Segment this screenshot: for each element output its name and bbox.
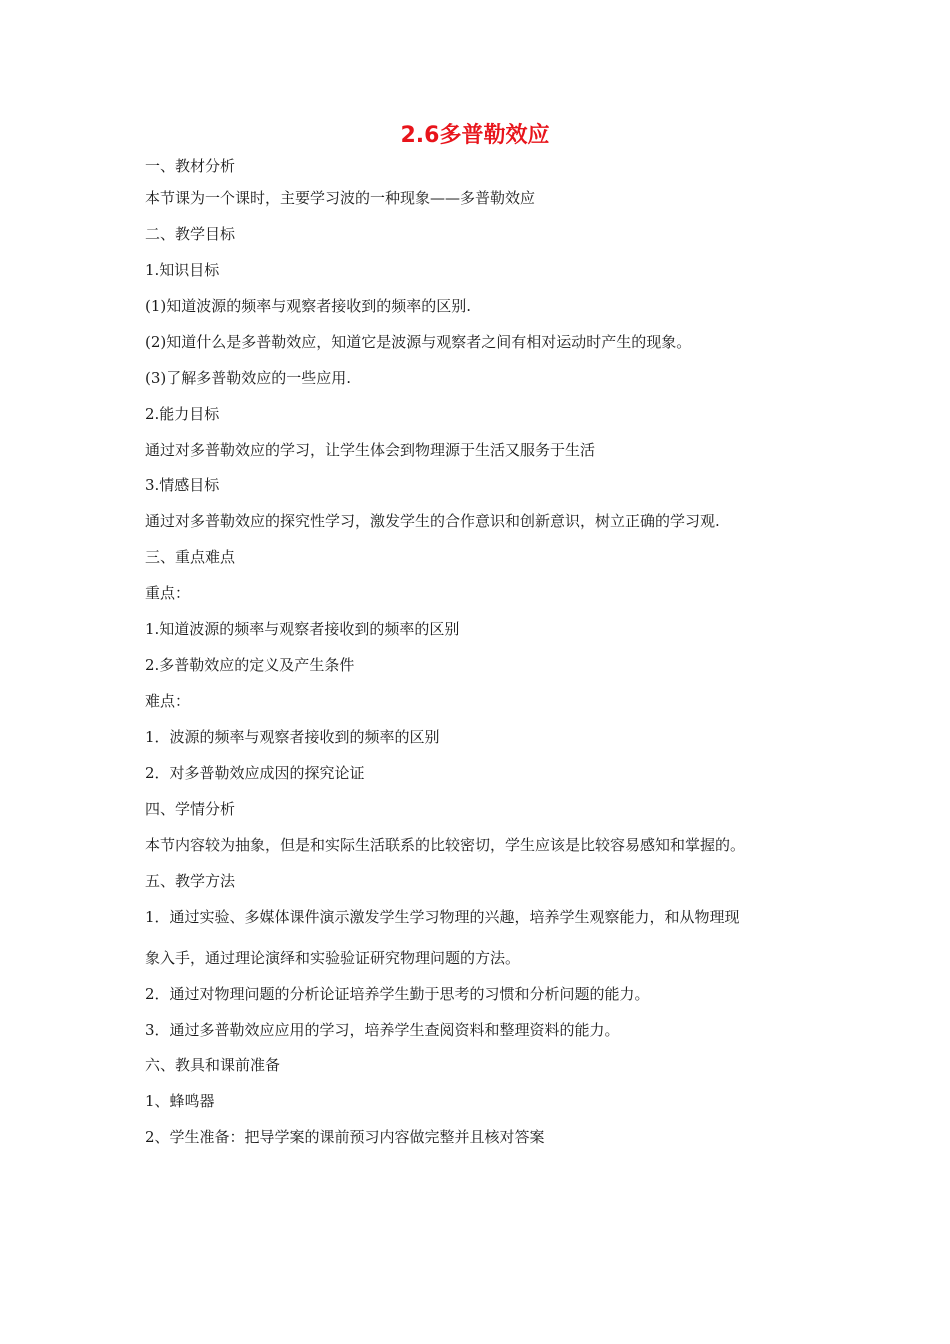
list-item-method-3: 3．通过多普勒效应应用的学习，培养学生查阅资料和整理资料的能力。 — [145, 1021, 620, 1039]
paragraph-ability-goals: 通过对多普勒效应的学习，让学生体会到物理源于生活又服务于生活 — [145, 441, 596, 459]
section-heading-student-analysis: 四、学情分析 — [145, 800, 236, 818]
section-heading-teaching-goals: 二、教学目标 — [145, 225, 236, 243]
section-heading-textbook-analysis: 一、教材分析 — [145, 157, 236, 175]
list-item-knowledge-3: (3)了解多普勒效应的一些应用. — [145, 369, 352, 387]
document-title: 2.6多普勒效应 — [400, 123, 550, 148]
list-item-difficult-point-1: 1．波源的频率与观察者接收到的频率的区别 — [145, 728, 440, 746]
section-heading-key-points: 三、重点难点 — [145, 548, 236, 566]
paragraph-lesson-overview: 本节课为一个课时，主要学习波的一种现象——多普勒效应 — [145, 189, 536, 207]
list-item-method-1-continued: 象入手，通过理论演绎和实验验证研究物理问题的方法。 — [145, 949, 521, 967]
list-item-method-1: 1．通过实验、多媒体课件演示激发学生学习物理的兴趣，培养学生观察能力，和从物理现 — [145, 908, 740, 926]
subheading-knowledge-goals: 1.知识目标 — [145, 261, 220, 279]
list-item-knowledge-1: (1)知道波源的频率与观察者接收到的频率的区别. — [145, 297, 472, 315]
list-item-key-point-1: 1.知道波源的频率与观察者接收到的频率的区别 — [145, 620, 460, 638]
list-item-difficult-point-2: 2．对多普勒效应成因的探究论证 — [145, 764, 365, 782]
list-item-method-2: 2．通过对物理问题的分析论证培养学生勤于思考的习惯和分析问题的能力。 — [145, 985, 650, 1003]
section-heading-materials: 六、教具和课前准备 — [145, 1056, 281, 1074]
list-item-material-2: 2、学生准备：把导学案的课前预习内容做完整并且核对答案 — [145, 1128, 545, 1146]
list-item-key-point-2: 2.多普勒效应的定义及产生条件 — [145, 656, 355, 674]
paragraph-emotional-goals: 通过对多普勒效应的探究性学习，激发学生的合作意识和创新意识，树立正确的学习观. — [145, 512, 720, 530]
label-difficult-points: 难点： — [145, 692, 191, 710]
paragraph-student-analysis: 本节内容较为抽象，但是和实际生活联系的比较密切，学生应该是比较容易感知和掌握的。 — [145, 836, 746, 854]
list-item-material-1: 1、蜂鸣器 — [145, 1092, 215, 1110]
subheading-emotional-goals: 3.情感目标 — [145, 476, 220, 494]
subheading-ability-goals: 2.能力目标 — [145, 405, 220, 423]
label-key-points: 重点： — [145, 584, 191, 602]
list-item-knowledge-2: (2)知道什么是多普勒效应，知道它是波源与观察者之间有相对运动时产生的现象。 — [145, 333, 692, 351]
section-heading-teaching-methods: 五、教学方法 — [145, 872, 236, 890]
